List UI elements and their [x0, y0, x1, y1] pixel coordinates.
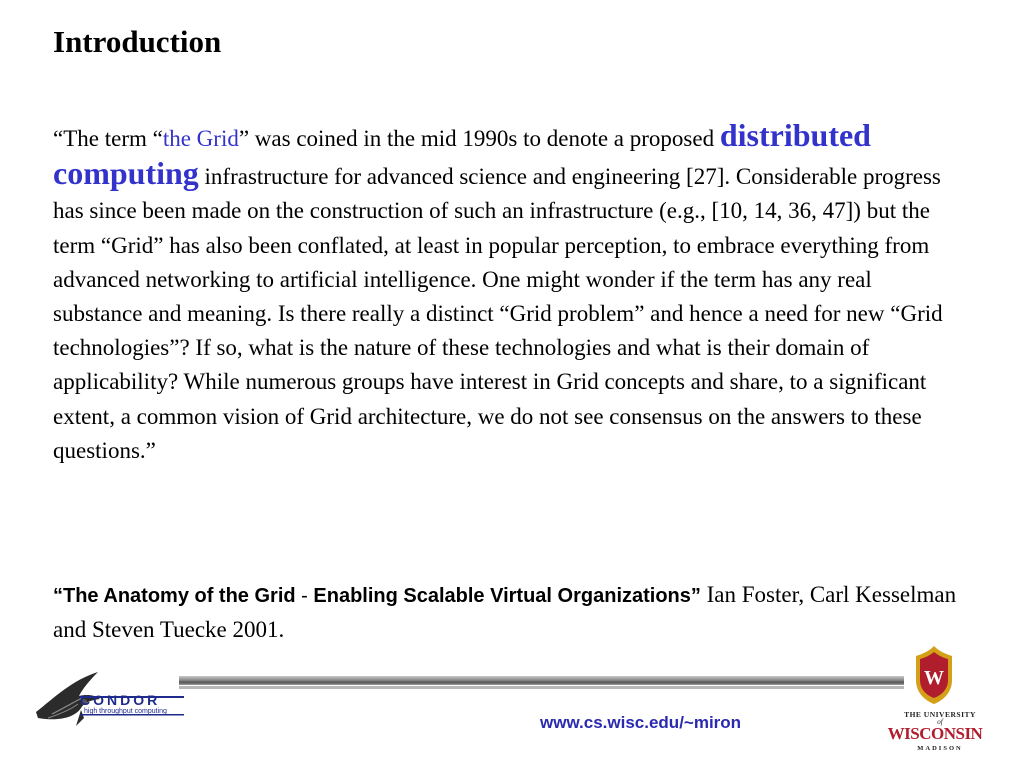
- slide-title: Introduction: [53, 24, 222, 59]
- uw-logo-madison: MADISON: [917, 745, 963, 752]
- citation-title-part1: “The Anatomy of the Grid: [53, 585, 296, 607]
- condor-logo-name: CONDOR: [80, 692, 161, 708]
- citation-title-part2: Enabling Scalable Virtual Organizations”: [313, 585, 701, 607]
- quote-highlight-grid: the Grid: [162, 126, 239, 151]
- condor-logo-tagline: high throughput computing: [84, 708, 167, 715]
- footer-divider-shadow: [179, 686, 904, 689]
- uw-logo-line2: of: [937, 718, 943, 726]
- uw-crest-icon: [912, 644, 956, 706]
- quote-text-1: “The term “: [53, 126, 163, 151]
- quote-highlight-distributed: distributed computing: [53, 117, 871, 192]
- uw-logo-name: WISCONSIN: [887, 724, 983, 743]
- footer-url-link[interactable]: www.cs.wisc.edu/~miron: [540, 713, 742, 732]
- citation-separator: -: [295, 585, 314, 607]
- uw-crest-letter: W: [924, 667, 944, 689]
- quote-text-3: infrastructure for advanced science and engineering [27]. Considerable progress has since been made on the construction of such an infrastructure (e.g., [10, 14, 36, 47]) but the term “Grid” has also been conflated, at least in popular perception, to embrace everything from advanced networking to artificial intelligence. One might wonder if the term has any real substance and meaning. Is there really a distinct “Grid problem” and hence a need for new “Grid technologies”? If so, what is the nature of these technologies and what is their domain of applicability? While numerous groups have interest in Grid concepts and share, to a significant extent, a common vision of Grid architecture, we do not see consensus on the answers to these questions.”: [53, 164, 943, 463]
- quote-text-2: ” was coined in the mid 1990s to denote a proposed: [238, 126, 720, 151]
- citation-authors: Ian Foster, Carl Kesselman and Steven Tuecke 2001.: [53, 582, 957, 642]
- uw-logo-line1: THE UNIVERSITY: [904, 710, 976, 719]
- footer-divider: [179, 676, 904, 685]
- quote-paragraph: [53, 118, 958, 468]
- citation: [53, 578, 958, 647]
